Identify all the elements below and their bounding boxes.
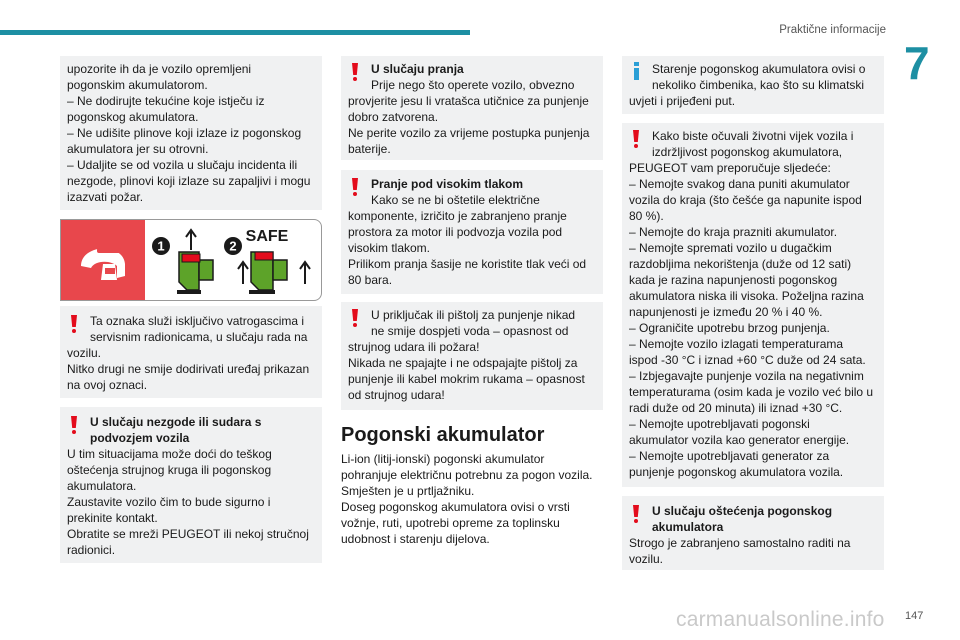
warning-box-water (341, 302, 603, 410)
badge-two-label: 2 (229, 238, 237, 254)
info-icon (634, 62, 639, 80)
safe-text: SAFE (245, 228, 289, 245)
safe-label-illustration (60, 219, 322, 301)
warning-lead-text: Ta oznaka služi isključivo vatrogascima i servisnim radionicama, u slučaju rada na (90, 314, 308, 344)
warning-box-label (60, 306, 322, 398)
warning-box-high-pressure (341, 170, 603, 294)
note-text: upozorite ih da je vozilo opremljeni pogonskim akumulatorom. – Ne dodirujte tekućine koje istječu iz pogonskog akumulatora. – Ne udišite plinove koji izlaze iz pogonskog akumulatora jer su otrovni. – Udaljite se od vozila u slučaju incidenta ili nezgode, plinovi koji izlaze su zapaljivi i mogu izazvati požar. (67, 62, 311, 204)
warning-icon (352, 63, 358, 81)
watermark: carmanualsonline.info (676, 608, 885, 631)
note-box-continued (60, 56, 322, 210)
badge-one-label: 1 (157, 238, 165, 254)
info-lead-text: Starenje pogonskog akumulatora ovisi o nekoliko čimbenika, kao što su klimatski (652, 62, 866, 92)
warning-icon (633, 505, 639, 523)
warning-box-damage (622, 496, 884, 570)
warning-text: provjerite jesu li vratašca utičnice za punjenje dobro zatvorena. Ne perite vozilo za vrijeme postupka punjenja baterije. (348, 94, 590, 156)
warning-title: U slučaju oštećenja pogonskog akumulatora (652, 504, 833, 534)
warning-icon (352, 309, 358, 327)
connector-icon-two (249, 252, 287, 294)
warning-box-washing (341, 56, 603, 160)
safe-label-graphic (61, 220, 322, 301)
warning-text: vozilu. Nitko drugi ne smije dodirivati uređaj prikazan na ovoj oznaci. (67, 346, 310, 392)
warning-icon (352, 178, 358, 196)
warning-icon (633, 130, 639, 148)
warning-text: strujnog udara ili požara! Nikada ne spajajte i ne odspajajte pištolj za punjenje ili kabel mokrim rukama – opasnost od strujnog udara! (348, 340, 585, 402)
section-body-text: Li-ion (litij-ionski) pogonski akumulator pohranjuje električnu potrebnu za pogon vozila. Smješten je u prtljažniku. Doseg pogonskog akumulatora ovisi o vrsti vožnje, ruti, upotrebi opreme za toplinsku udobnost i starenju dijelova. (341, 452, 593, 546)
section-title: Pogonski akumulator (341, 424, 545, 446)
page-header-title: Praktične informacije (779, 24, 886, 36)
connector-icon-one (177, 252, 213, 294)
warning-text: PEUGEOT vam preporučuje sljedeće: – Nemojte svakog dana puniti akumulator vozila do kraja (što češće ga napunite ispod 80 %). – Nemojte do kraja prazniti akumulator. – Nemojte spremati vozilo u dugačkim razdobljima nekorištenja (duže od 12 sati) kada je razina napunjenosti pogonskog akumulatora niska ili visoka. Poželjna razina napunjenosti je između 20 % i 40 %. – Ograničite upotrebu brzog punjenja. – Nemojte vozilo izlagati temperaturama ispod -30 °C i iznad +60 °C duže od 24 sata. – Izbjegavajte punjenje vozila na negativnim temperaturama (osim kada je vozilo već bilo u radi duže od 20 minuta) ili iznad +30 °C. – Nemojte upotrebljavati pogonski akumulator vozila kao generator energije. – Nemojte upotrebljavati generator za punjenje pogonskog akumulatora vozila. (629, 161, 874, 479)
warning-icon (71, 416, 77, 434)
warning-lead-text: Kako biste očuvali životni vijek vozila i izdržljivost pogonskog akumulatora, (652, 129, 854, 159)
warning-lead-text: Kako se ne bi oštetile električne (371, 193, 540, 207)
warning-text: Strogo je zabranjeno samostalno raditi na vozilu. (629, 536, 851, 566)
warning-lead-text: Prije nego što operete vozilo, obvezno (371, 78, 575, 92)
header-accent-bar (0, 30, 470, 35)
warning-title: Pranje pod visokim tlakom (371, 177, 524, 191)
info-text: uvjeti i prijeđeni put. (629, 94, 736, 108)
arrow-up-icon (186, 230, 196, 250)
warning-box-collision (60, 407, 322, 563)
warning-lead-text: U priključak ili pištolj za punjenje nikad ne smije dospjeti voda – opasnost od (371, 308, 576, 338)
warning-title: U slučaju pranja (371, 62, 464, 76)
warning-icon (71, 315, 77, 333)
info-box-aging (622, 56, 884, 114)
warning-title: U slučaju nezgode ili sudara s podvozjem vozila (90, 415, 262, 445)
page-number: 147 (905, 610, 924, 622)
warning-box-battery-care (622, 123, 884, 487)
warning-text: U tim situacijama može doći do teškog oštećenja strujnog kruga ili pogonskog akumulatora. Zaustavite vozilo čim to bude sigurno i prekinite kontakt. Obratite se mreži PEUGEOT ili nekoj stručnoj radionici. (67, 447, 309, 557)
chapter-number: 7 (904, 37, 930, 89)
warning-text: komponente, izričito je zabranjeno pranje prostora za motor ili podvozja vozila pod visokim tlakom. Prilikom pranja šasije ne koristite tlak veći od 80 bara. (348, 209, 587, 287)
